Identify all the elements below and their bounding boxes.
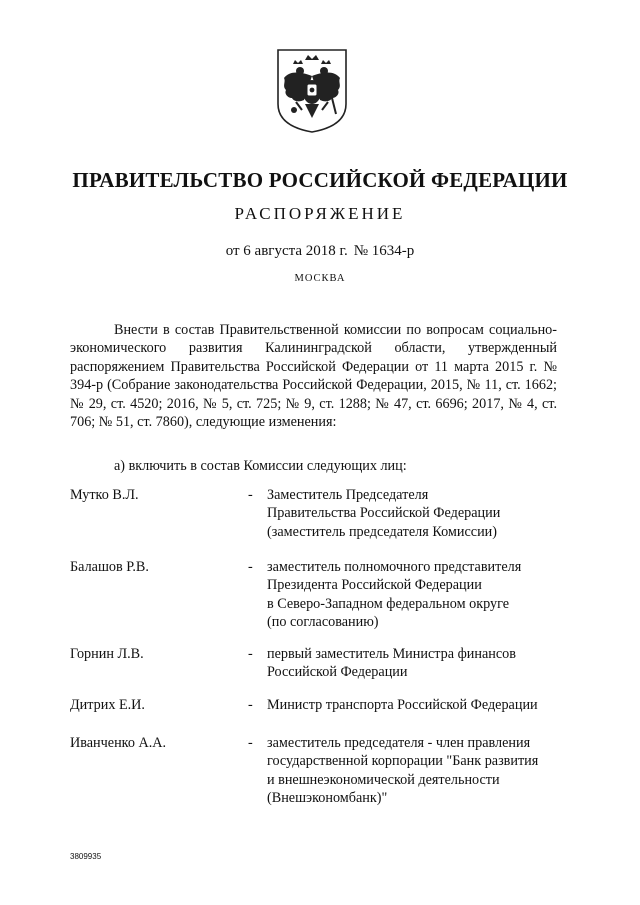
person-name: Балашов Р.В.: [70, 559, 149, 575]
person-role-line: Президента Российской Федерации: [267, 577, 482, 594]
person-role-line: в Северо-Западном федеральном округе: [267, 595, 510, 612]
person-role-line: заместитель полномочного представителя: [267, 559, 522, 575]
person-role-line: государственной корпорации "Банк развития: [267, 753, 539, 770]
person-dash: -: [248, 559, 253, 575]
person-role-line: Российской Федерации: [267, 664, 408, 681]
person-name: Дитрих Е.И.: [70, 697, 145, 713]
document-city: МОСКВА: [294, 273, 346, 284]
person-role: [267, 734, 567, 808]
person-name: Иванченко А.А.: [70, 735, 167, 751]
person-role-line: и внешнеэкономической деятельности: [267, 771, 500, 788]
document-code: 3809935: [70, 852, 102, 861]
person-role: [267, 558, 567, 632]
person-dash: -: [248, 735, 253, 751]
document-date-line: [0, 243, 640, 260]
person-dash: -: [248, 487, 253, 503]
person-role-line: Правительства Российской Федерации: [267, 505, 501, 522]
person-role-line: (по согласованию): [267, 614, 379, 631]
person-name: Мутко В.Л.: [70, 487, 139, 503]
person-name: Горнин Л.В.: [70, 646, 144, 662]
document-type: РАСПОРЯЖЕНИЕ: [234, 204, 406, 223]
person-role-line: (заместитель председателя Комиссии): [267, 523, 497, 540]
person-role-line: первый заместитель Министра финансов: [267, 646, 516, 662]
person-role-line: (Внешэкономбанк)": [267, 790, 388, 807]
subpoint-a: а) включить в состав Комиссии следующих лиц:: [114, 458, 407, 474]
person-role-line: Министр транспорта Российской Федерации: [267, 697, 538, 713]
person-role: [267, 486, 567, 541]
coat-of-arms-icon: [272, 46, 352, 134]
person-dash: -: [248, 646, 253, 662]
person-role-line: заместитель председателя - член правления: [267, 735, 531, 751]
person-dash: -: [248, 697, 253, 713]
person-role: [267, 696, 567, 714]
document-number: № 1634-р: [353, 243, 415, 259]
intro-paragraph: Внести в состав Правительственной комиссии по вопросам социально-экономического развития Калининградской области, утвержденный распоряжением Правительства Российской Федерации от 11 марта 2015 г. № 394-р (Собрание законодательства Российской Федерации, 2015, № 11, ст. 1662; № 29, ст. 4520; 2016, № 5, ст. 725; № 9, ст. 1288; № 47, ст. 6696; 2017, № 4, ст. 706; № 51, ст. 7860), следующие изменения:: [70, 322, 557, 431]
document-date: от 6 августа 2018 г.: [225, 243, 348, 259]
person-role: [267, 645, 567, 682]
person-role-line: Заместитель Председателя: [267, 487, 429, 503]
government-title: ПРАВИТЕЛЬСТВО РОССИЙСКОЙ ФЕДЕРАЦИИ: [72, 168, 568, 192]
